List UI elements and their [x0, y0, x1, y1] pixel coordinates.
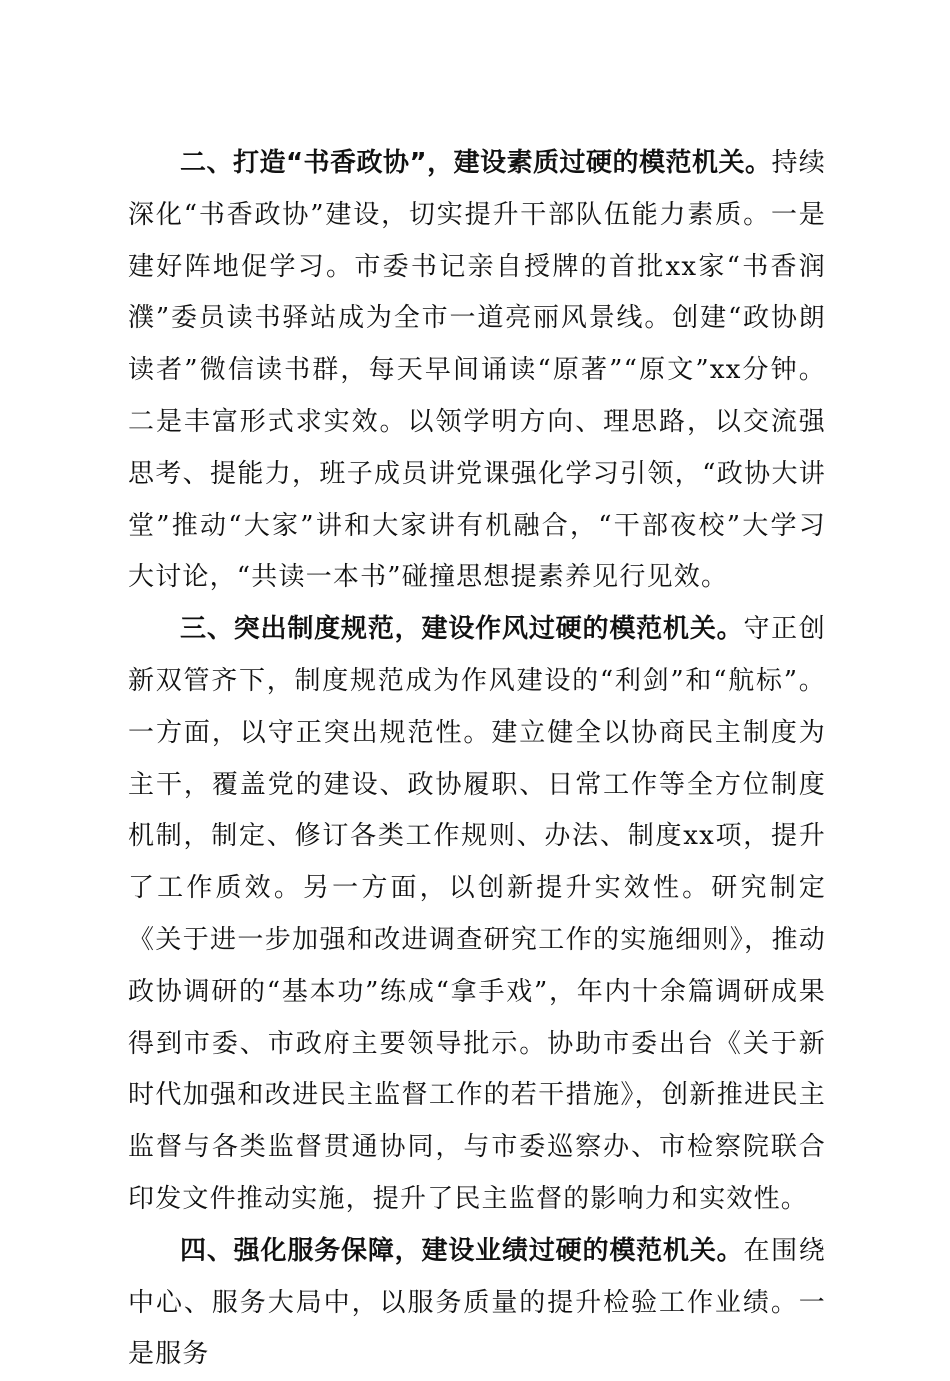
paragraph-heading: 四、强化服务保障，建设业绩过硬的模范机关。	[180, 1235, 744, 1266]
paragraph-heading: 二、打造“书香政协”，建设素质过硬的模范机关。	[180, 148, 772, 178]
paragraph-institutional-norms	[128, 604, 826, 1226]
paragraph-heading: 三、突出制度规范，建设作风过硬的模范机关。	[180, 614, 744, 645]
document-body	[128, 138, 826, 1381]
paragraph-service-guarantee	[128, 1226, 826, 1381]
paragraph-text: 持续深化“书香政协”建设，切实提升干部队伍能力素质。一是建好阵地促学习。市委书记亲自授牌的首批xx家“书香润濮”委员读书驿站成为全市一道亮丽风景线。创建“政协朗读者”微信读书群，每天早间诵读“原著”“原文”xx分钟。二是丰富形式求实效。以领学明方向、理思路，以交流强思考、提能力，班子成员讲党课强化学习引领，“政协大讲堂”推动“大家”讲和大家讲有机融合，“干部夜校”大学习大讨论，“共读一本书”碰撞思想提素养见行见效。	[128, 148, 826, 593]
paragraph-text: 在围绕中心、服务大局中，以服务质量的提升检验工作业绩。一是服务	[128, 1235, 826, 1370]
paragraph-text: 守正创新双管齐下，制度规范成为作风建设的“利剑”和“航标”。一方面，以守正突出规范性。建立健全以协商民主制度为主干，覆盖党的建设、政协履职、日常工作等全方位制度机制，制定、修订各类工作规则、办法、制度xx项，提升了工作质效。另一方面，以创新提升实效性。研究制定《关于进一步加强和改进调查研究工作的实施细则》，推动政协调研的“基本功”练成“拿手戏”，年内十余篇调研成果得到市委、市政府主要领导批示。协助市委出台《关于新时代加强和改进民主监督工作的若干措施》，创新推进民主监督与各类监督贯通协同，与市委巡察办、市检察院联合印发文件推动实施，提升了民主监督的影响力和实效性。	[128, 614, 826, 1214]
paragraph-book-fragrance	[128, 138, 826, 604]
